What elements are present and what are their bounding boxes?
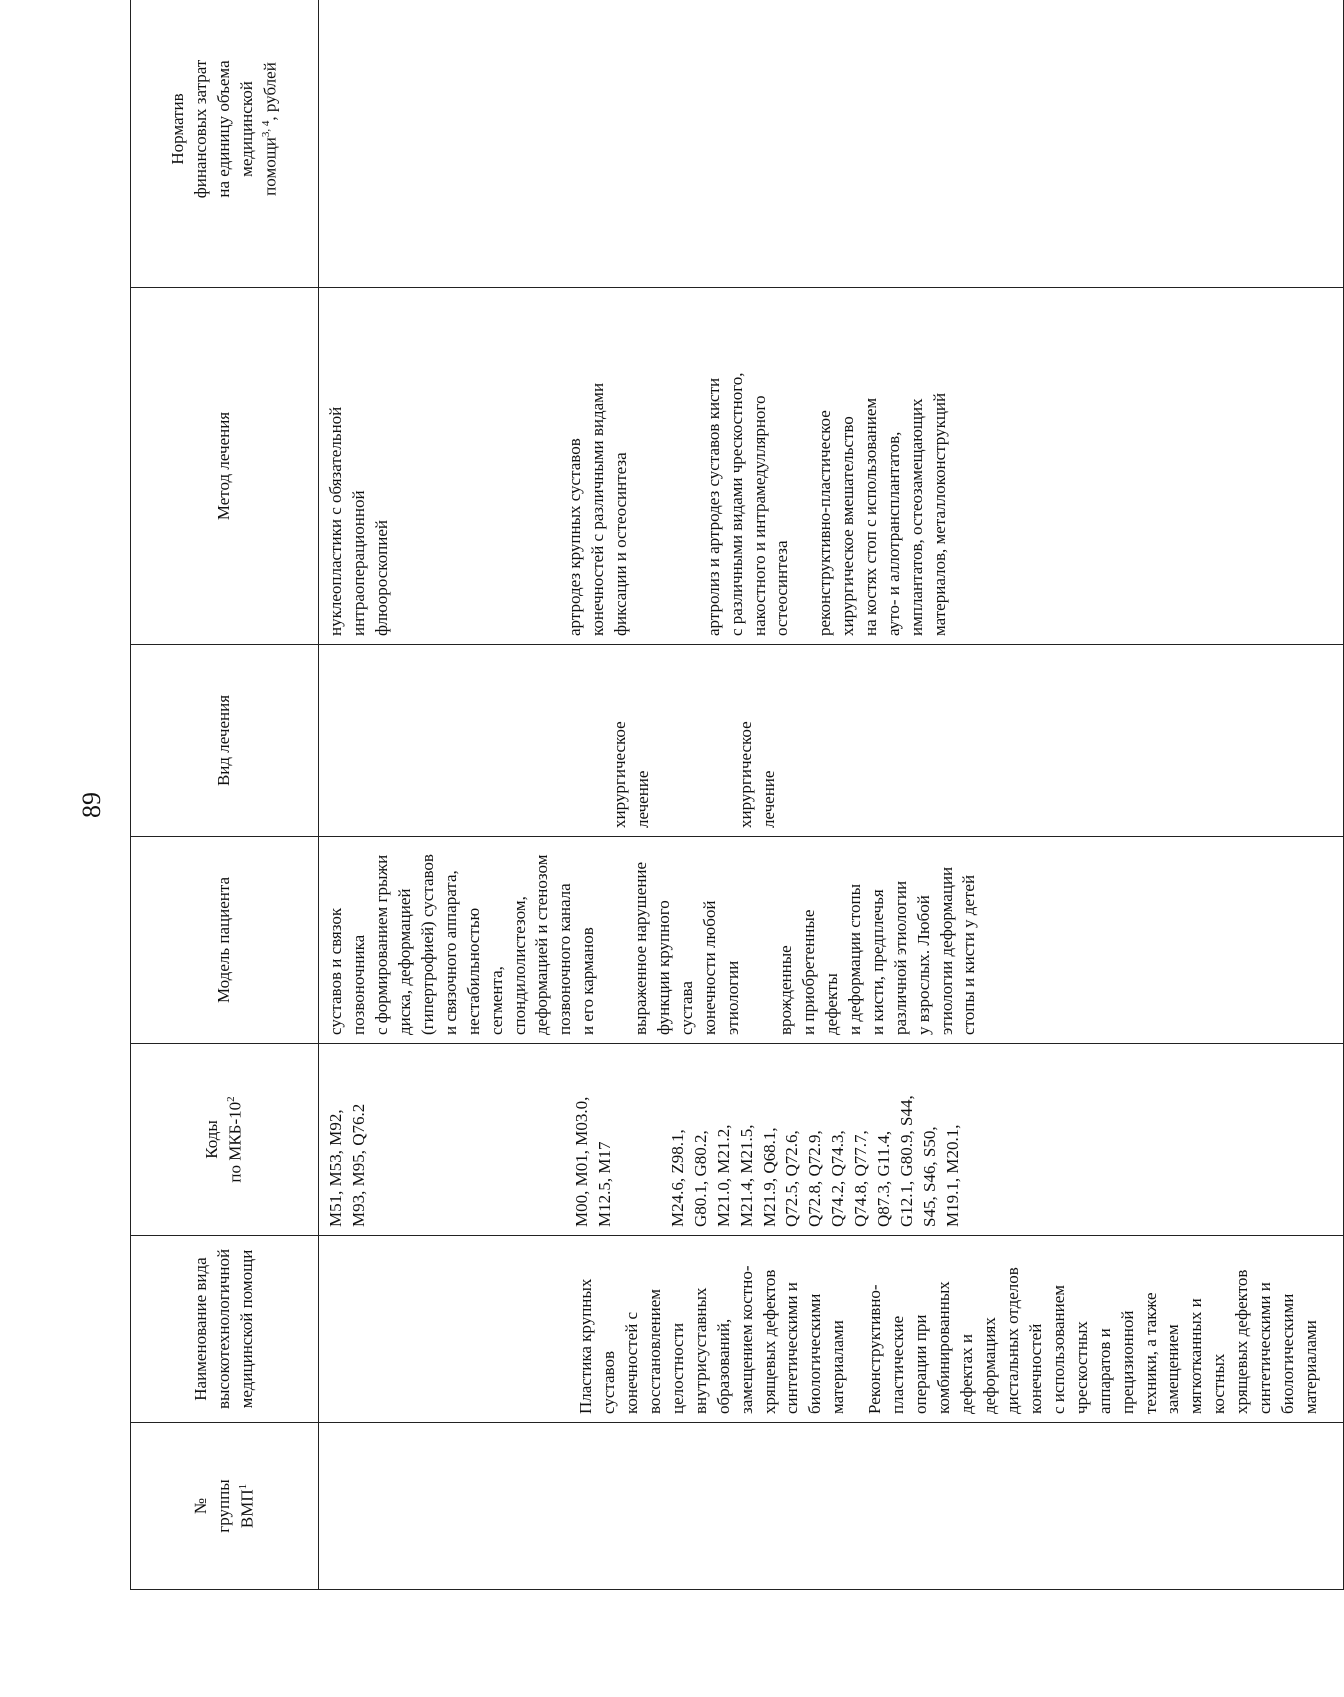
page-number: 89: [77, 792, 106, 818]
header-name: Наименование вида высокотехнологичной медицинской помощи: [131, 1236, 319, 1423]
header-group-no: № группы ВМП$^1$: [131, 1423, 319, 1590]
header-treatment-type: Вид лечения: [131, 645, 319, 837]
header-method: Метод лечения: [131, 288, 319, 645]
cell-norm: [319, 0, 1344, 288]
header-norm: Норматив финансовых затрат на единицу объема медицинской помощи$^{3, 4}$, рублей: [131, 0, 319, 288]
cell-group-no: [319, 1423, 1344, 1590]
table-header-row: [131, 0, 319, 1590]
cell-codes: M51, M53, M92, M93, M95, Q76.2 M00, M01, M03.0, M12.5, M17 M24.6, Z98.1, G80.1, G80.2, M21.0, M21.2, M21.4, M21.5, M21.9, Q68.1, Q72.5, Q72.6, Q72.8, Q72.9, Q74.2, Q74.3, Q74.8, Q77.7, Q87.3, G11.4, G12.1, G80.9, S44, S45, S46, S50, M19.1, M20.1,: [319, 1044, 1344, 1236]
table-row: [319, 0, 1344, 1590]
header-patient-model: Модель пациента: [131, 837, 319, 1044]
cell-treatment-type: хирургическое лечение хирургическое лечение: [319, 645, 1344, 837]
vmp-table: [130, 0, 1344, 1590]
header-codes: Коды по МКБ-$10^2$: [131, 1044, 319, 1236]
rotated-table-wrapper: [130, 59, 1321, 1590]
cell-patient-model: суставов и связок позвоночника с формированием грыжи диска, деформацией (гипертрофией) суставов и связочного аппарата, нестабильностью сегмента, спондилолистезом, деформацией и стенозом позвоночного канала и его карманов выраженное нарушение функции крупного сустава конечности любой этиологии врожденные и приобретенные дефекты и деформации стопы и кисти, предплечья различной этиологии у взрослых. Любой этиологии деформации стопы и кисти у детей: [319, 837, 1344, 1044]
cell-name: Пластика крупных суставов конечностей с восстановлением целостности внутрисуставных образований, замещением костно- хрящевых дефектов синтетическими и биологическими материалами Реконструктивно-пластические операции при комбинированных дефектах и деформациях дистальных отделов конечностей с использованием чрескостных аппаратов и прецизионной техники, а также замещением мягкотканных и костных хрящевых дефектов синтетическими и биологическими материалами: [319, 1236, 1344, 1423]
cell-method: нуклеопластики с обязательной интраоперационной флюороскопией артродез крупных суставов конечностей с различными видами фиксации и остеосинтеза артролиз и артродез суставов кисти с различными видами чрескостного, накостного и интрамедуллярного остеосинтеза реконструктивно-пластическое хирургическое вмешательство на костях стоп с использованием ауто- и аллотрансплантатов, имплантатов, остеозамещающих материалов, металлоконструкций: [319, 288, 1344, 645]
